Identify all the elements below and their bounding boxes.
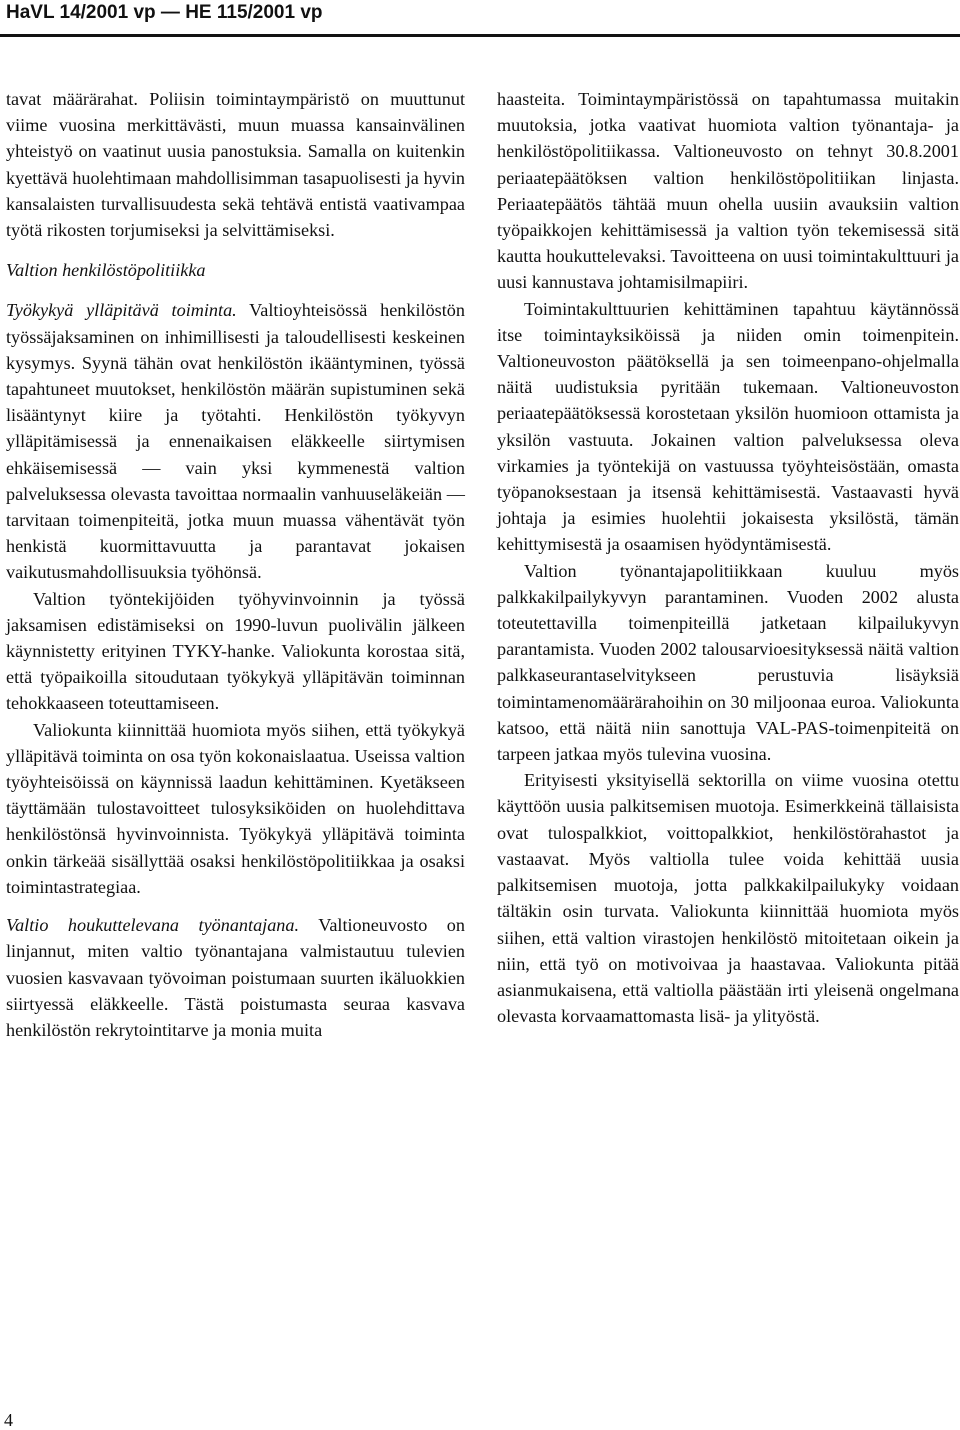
runin-heading: Valtio houkuttelevana työnantajana. (6, 915, 300, 936)
section-heading: Valtion henkilöstöpolitiikka (6, 260, 206, 281)
paragraph-text: Valtioyhteisössä henkilöstön työssäjaksaminen on inhimillisesti ja taloudellisesti keskeinen kysymys. Syynä tähän ovat henkilöstön ikääntyminen, työssä tapahtuneet muutokset, henkilöstön määrän supistuminen sekä lisääntynyt kiire ja työtahti. Henkilöstön työkyvyn ylläpitämisessä ja ennenaikaisen eläkkeelle siirtymisen ehkäisemisessä — vain yksi kymmenestä valtion palveluksessa olevasta tavoittaa normaalin vanhuuseläkeiän — tarvitaan toimenpiteitä, jotka muun muassa vähentävät työn henkistä kuormittavuutta ja parantavat jokaisen vaikutusmahdollisuuksia työhönsä. (6, 300, 465, 583)
paragraph: Valtion työntekijöiden työhyvinvoinnin ja työssä jaksamisen edistämiseksi on 1990-luvun puolivälin jälkeen käynnistetty erityinen TYKY-hanke. Valiokunta korostaa sitä, että työpaikoilla sitoudutaan työkykyä ylläpitävän toiminnan tehokkaaseen toteuttamiseen. (6, 588, 465, 714)
paragraph: tavat määrärahat. Poliisin toimintaympäristö on muuttunut viime vuosina merkittävästi, muun muassa kansainvälinen yhteistyö on vaatinut uusia panostuksia. Samalla on kuitenkin kyettävä huolehtimaan mahdollisimman tasapuolisesti ja hyvin kansalaisten turvallisuudesta sekä tehtävä entistä vaativampaa työtä rikosten torjumiseksi ja selvittämiseksi. (6, 89, 465, 241)
running-header: HaVL 14/2001 vp — HE 115/2001 vp (6, 2, 323, 23)
paragraph: Toimintakulttuurien kehittäminen tapahtuu käytännössä itse toimintayksiköissä ja niiden omin toimenpitein. Valtioneuvoston päätöksellä ja sen toimeenpano-ohjelmalla näitä uudistuksia pyritään tukemaan. Valtioneuvoston periaatepäätöksessä korostetaan yksilön huomioon ottamista ja yksilön vastuuta. Jokainen valtion palveluksessa oleva virkamies ja työntekijä on vastuussa työyhteisöstään, omasta työpanoksestaan ja itsensä kehittämisestä. Vastaavasti hyvä johtaja ja esimies huolehtii jokaisesta yksilöstä, tämän kehittymisestä ja osaamisen hyödyntämisestä. (497, 298, 959, 555)
paragraph-text: Valtioneuvosto on linjannut, miten valtio työnantajana valmistautuu tulevien vuosien kasvavaan työvoiman poistumaan suurten ikäluokkien siirtyessä eläkkeelle. Tästä poistumasta seuraa kasvava henkilöstön rekrytointitarve ja monia muita (6, 915, 465, 1040)
runin-heading: Työkykyä ylläpitävä toiminta. (6, 300, 237, 321)
paragraph (6, 912, 465, 1043)
paragraph (6, 297, 465, 585)
page-number: 4 (4, 1410, 13, 1430)
header-rule (0, 34, 960, 37)
paragraph: Erityisesti yksityisellä sektorilla on viime vuosina otettu käyttöön uusia palkitsemisen muotoja. Esimerkkeinä tällaisista ovat tulospalkkiot, voittopalkkiot, henkilöstörahastot ja vastaavat. Myös valtiolla tulee voida kehittää uusia palkitsemisen muotoja, jotta palkkakilpailukyky voidaan tältäkin osin turvata. Valiokunta kiinnittää huomiota myös siihen, että valtion virastojen henkilöstö mitoitetaan oikein ja niin, että työ on motivoivaa ja haastavaa. Valiokunta pitää asianmukaisena, että valtiolla päästään irti yleisenä ongelmana olevasta korvaamattomasta lisä- ja ylityöstä. (497, 770, 959, 1027)
paragraph: haasteita. Toimintaympäristössä on tapahtumassa muitakin muutoksia, jotka vaativat huomiota valtion työnantaja- ja henkilöstöpolitiikassa. Valtioneuvosto on tehnyt 30.8.2001 periaatepäätöksen valtion henkilöstöpolitiikan linjasta. Periaatepäätös tähtää muun ohella uusiin avauksiin valtion työpaikkojen kehittämisessä ja valtion työn tekemisessä sitä kautta houkuttelevaksi. Tavoitteena on uusi toimintakulttuuri ja uusi kannustava johtamisilmapiiri. (497, 89, 959, 293)
right-column (497, 86, 959, 1029)
paragraph: Valiokunta kiinnittää huomiota myös siihen, että työkykyä ylläpitävä toiminta on osa työn kokonaislaatua. Useissa valtion työyhteisöissä on käynnissä laadun kehittäminen. Kyetäkseen täyttämään tulostavoitteet tulosyksiköiden on huolehdittava henkilöstönsä hyvinvoinnista. Työkykyä ylläpitävä toiminta onkin tärkeää sisällyttää osaksi henkilöstöpolitiikkaa ja osaksi toimintastrategiaa. (6, 719, 465, 897)
paragraph: Valtion työnantajapolitiikkaan kuuluu myös palkkakilpailykyvyn parantaminen. Vuoden 2002 alusta toteutettavilla toimenpiteillä jatketaan kilpailukyvyn parantamista. Vuoden 2002 talousarvioesityksessä näitä valtion palkkaseurantaselvitykseen perustuvia lisäyksiä toimintamenomäärärahoihin on 30 miljoonaa euroa. Valiokunta katsoo, että näitä niin sanottuja VAL-PAS-toimenpiteitä on tarpeen jatkaa myös tulevina vuosina. (497, 560, 959, 765)
left-column (6, 86, 465, 1043)
